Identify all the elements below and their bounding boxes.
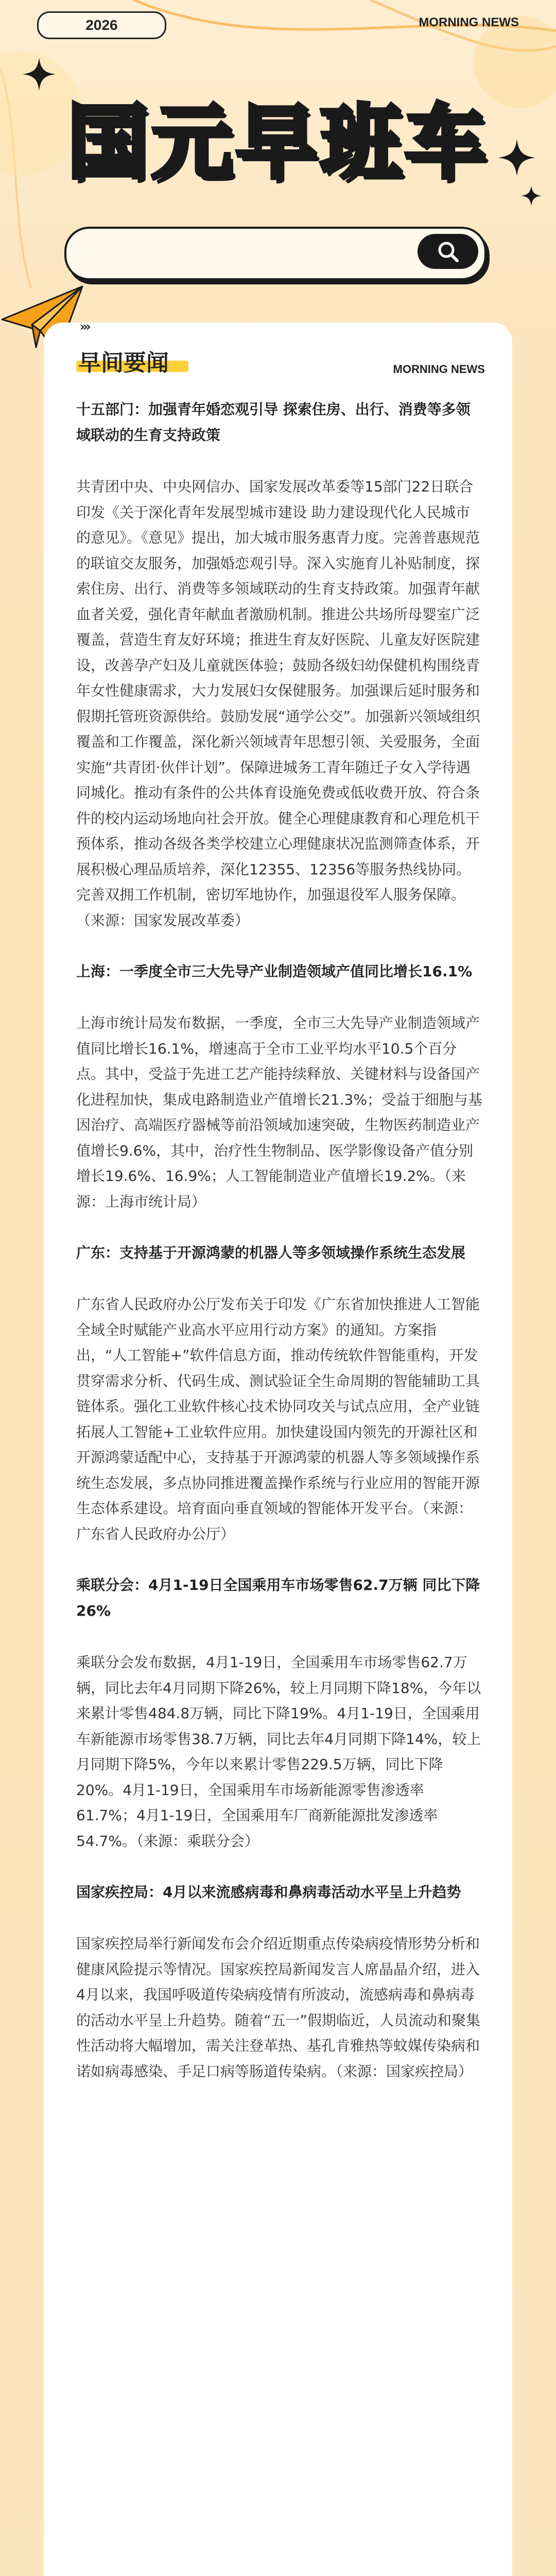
chevron-right-icon: ››› (80, 319, 89, 334)
news-item (76, 397, 483, 933)
news-item (76, 959, 483, 1214)
news-body: 广东省人民政府办公厅发布关于印发《广东省加快推进人工智能全域全时赋能产业高水平应用行动方案》的通知。方案指出，“人工智能+”软件信息方面，推动传统软件智能重构，开发贯穿需求分析、代码生成、测试验证全生命周期的智能辅助工具链体系。强化工业软件核心技术协同攻关与试点应用，全产业链拓展人工智能+工业软件应用。加快建设国内领先的开源社区和开源鸿蒙适配中心，支持基于开源鸿蒙的机器人等多领域操作系统生态发展，多点协同推进覆盖操作系统与行业应用的智能开源生态体系建设。培育面向垂直领域的智能体开发平台。（来源：广东省人民政府办公厅） (76, 1296, 480, 1543)
news-body: 上海市统计局发布数据，一季度，全市三大先导产业制造领域产值同比增长16.1%，增速高于全市工业平均水平10.5个百分点。其中，受益于先进工艺产能持续释放、关键材料与设备国产化进程加快，集成电路制造业产值增长21.3%；受益于细胞与基因治疗、高端医疗器械等前沿领域加速突破，生物医药制造业产值增长9.6%，其中，治疗性生物制品、医学影像设备产值分别增长19.6%、16.9%；人工智能制造业产值增长19.2%。（来源：上海市统计局） (76, 1014, 482, 1210)
news-item (76, 1240, 483, 1547)
search-icon (436, 240, 460, 263)
news-headline: 广东：支持基于开源鸿蒙的机器人等多领域操作系统生态发展 (76, 1244, 466, 1261)
search-button[interactable] (418, 234, 478, 269)
title-wrap (0, 77, 556, 194)
header-tagline: MORNING NEWS (419, 15, 519, 29)
news-body: 共青团中央、中央网信办、国家发展改革委等15部门22日联合印发《关于深化青年发展型城市建设 助力建设现代化人民城市的意见》。《意见》提出，加大城市服务惠青力度。完善普惠规范的联谊交友服务，加强婚恋观引导。深入实施育儿补贴制度，探索住房、出行、消费等多领域联动的生育支持政策。加强青年献血者关爱，强化青年献血者激励机制。推进公共场所母婴室广泛覆盖，营造生育友好环境；推进生育友好医院、儿童友好医院建设，改善孕产妇及儿童就医体验；鼓励各级妇幼保健机构围绕青年女性健康需求，大力发展妇女保健服务。加强课后延时服务和假期托管班资源供给。鼓励发展“通学公交”。加强新兴领域组织覆盖和工作覆盖，深化新兴领域青年思想引领、关爱服务，全面实施“共青团·伙伴计划”。保障进城务工青年随迁子女入学待遇同城化。推动有条件的公共体育设施免费或低收费开放、符合条件的校内运动场地向社会开放。健全心理健康教育和心理危机干预体系，推动各级各类学校建立心理健康状况监测筛查体系，开展积极心理品质培养，深化12355、12356等服务热线协同。完善双拥工作机制，密切军地协作，加强退役军人服务保障。（来源：国家发展改革委） (76, 478, 481, 929)
news-list (76, 397, 483, 2084)
year-label: 2026 (85, 17, 118, 33)
news-headline: 上海：一季度全市三大先导产业制造领域产值同比增长16.1% (76, 963, 473, 980)
news-body: 乘联分会发布数据，4月1-19日，全国乘用车市场零售62.7万辆，同比去年4月同期下降26%，较上月同期下降18%，今年以来累计零售484.8万辆，同比下降19%。4月1-19日，全国乘用车新能源市场零售38.7万辆，同比去年4月同期下降14%，较上月同期下降5%，今年以来累计零售229.5万辆，同比下降20%。4月1-19日，全国乘用车市场新能源零售渗透率61.7%；4月1-19日，全国乘用车厂商新能源批发渗透率54.7%。（来源：乘联分会） (76, 1654, 481, 1850)
news-headline: 十五部门：加强青年婚恋观引导 探索住房、出行、消费等多领域联动的生育支持政策 (76, 401, 471, 444)
section-title: 早间要闻 (78, 350, 169, 376)
search-bar[interactable] (64, 227, 486, 280)
news-item (76, 1572, 483, 1854)
section-tagline: MORNING NEWS (393, 363, 485, 376)
page-title: 国元早班车 (67, 95, 489, 190)
news-body: 国家疾控局举行新闻发布会介绍近期重点传染病疫情形势分析和健康风险提示等情况。国家疾控局新闻发言人席晶晶介绍，进入4月以来，我国呼吸道传染病疫情有所波动，流感病毒和鼻病毒的活动水平呈上升趋势。随着“五一”假期临近，人员流动和聚集性活动将大幅增加，需关注登革热、基孔肯雅热等蚊媒传染病和诺如病毒感染、手足口病等肠道传染病。（来源：国家疾控局） (76, 1935, 481, 2080)
news-headline: 乘联分会：4月1-19日全国乘用车市场零售62.7万辆 同比下降26% (76, 1577, 480, 1619)
news-item (76, 1879, 483, 2084)
news-headline: 国家疾控局：4月以来流感病毒和鼻病毒活动水平呈上升趋势 (76, 1884, 461, 1901)
year-badge (37, 11, 166, 39)
